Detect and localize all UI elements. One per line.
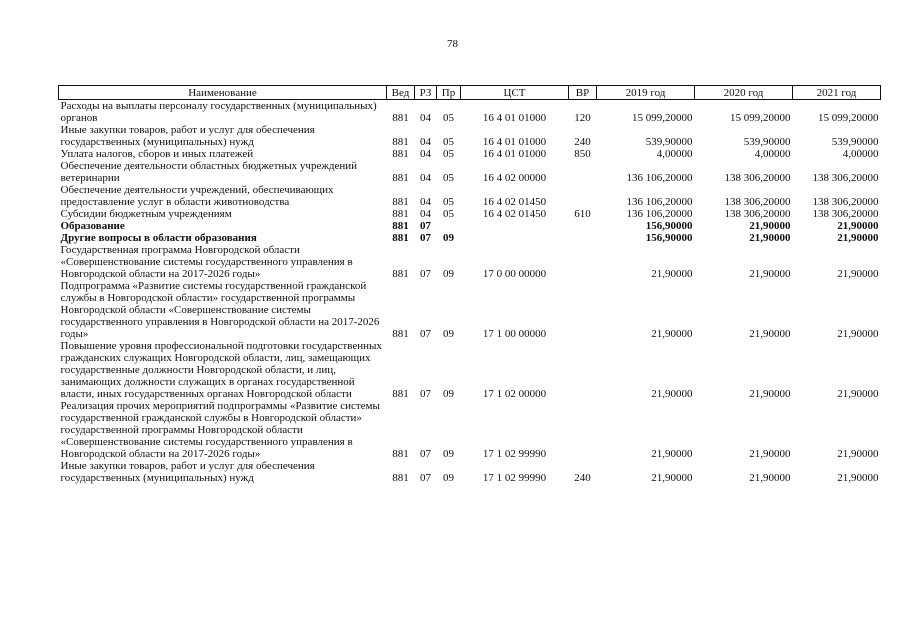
cell-vr [569,220,597,232]
header-cst: ЦСТ [461,86,569,100]
cell-ved: 881 [392,208,409,220]
cell-cst: 16 4 02 01450 [482,208,547,220]
cell-vr [569,232,597,244]
cell-pr: 09 [443,448,454,460]
cell-name: Иные закупки товаров, работ и услуг для обеспечения государственных (муниципальных) нужд [60,124,315,148]
table-row [59,340,881,400]
table-row [59,280,881,340]
table-row [59,124,881,148]
cell-ved: 881 [392,136,409,148]
cell-2021: 21,90000 [837,268,879,280]
cell-name: Расходы на выплаты персоналу государственных (муниципальных) органов [60,100,377,124]
cell-2019: 539,90000 [645,136,693,148]
cell-pr [437,220,461,232]
cell-2019: 21,90000 [651,268,693,280]
cell-ved: 881 [392,328,409,340]
budget-table [58,85,881,484]
cell-ved: 881 [392,172,409,184]
table-row [59,400,881,460]
cell-2021: 539,90000 [831,136,879,148]
cell-pr: 05 [443,208,454,220]
cell-2019: 156,90000 [645,232,693,244]
cell-2021: 138 306,20000 [812,208,879,220]
header-name: Наименование [59,86,387,100]
table-row [59,244,881,280]
cell-name: Другие вопросы в области образования [60,232,257,244]
header-2020: 2020 год [695,86,793,100]
table-row [59,232,881,244]
cell-cst [461,220,569,232]
cell-rz: 07 [420,448,431,460]
cell-name: Обеспечение деятельности учреждений, обеспечивающих предоставление услуг в области животноводства [60,184,334,208]
cell-cst [461,232,569,244]
cell-name: Подпрограмма «Развитие системы государственной гражданской службы в Новгородской области» государственной программы Новгородской области «Совершенствование системы государственного управления в Новгородской области на 2017-2026 годы» [60,280,380,340]
cell-vr: 610 [574,208,591,220]
cell-vr: 120 [574,112,591,124]
cell-2021: 138 306,20000 [812,172,879,184]
cell-vr: 240 [574,136,591,148]
cell-rz: 04 [420,172,431,184]
cell-name: Образование [60,220,125,232]
cell-rz: 07 [420,232,431,244]
cell-2020: 21,90000 [749,232,791,244]
cell-2021: 21,90000 [837,388,879,400]
header-ved: Вед [387,86,415,100]
header-2021: 2021 год [793,86,881,100]
cell-2020: 21,90000 [749,448,791,460]
cell-rz: 07 [420,268,431,280]
cell-cst: 17 1 02 99990 [482,472,547,484]
cell-rz: 04 [420,208,431,220]
header-rz: РЗ [415,86,437,100]
cell-rz: 07 [420,328,431,340]
cell-2020: 138 306,20000 [724,196,791,208]
cell-ved: 881 [392,268,409,280]
cell-cst: 17 1 02 00000 [482,388,547,400]
cell-2021: 21,90000 [837,448,879,460]
cell-2021: 15 099,20000 [818,112,879,124]
cell-cst: 16 4 01 01000 [482,112,547,124]
cell-2020: 21,90000 [749,268,791,280]
cell-pr: 09 [443,328,454,340]
cell-ved: 881 [392,112,409,124]
cell-ved: 881 [392,196,409,208]
cell-cst: 16 4 02 00000 [482,172,547,184]
cell-pr: 09 [443,388,454,400]
cell-rz: 07 [420,388,431,400]
cell-2020: 21,90000 [749,328,791,340]
cell-name: Реализация прочих мероприятий подпрограммы «Развитие системы государственной гражданской службы в Новгородской области» государственной программы Новгородской области «Совершенствование системы государственного управления в Новгородской области на 2017-2026 годы» [60,400,380,460]
table-row [59,148,881,160]
cell-2019: 136 106,20000 [626,208,693,220]
cell-pr: 05 [443,172,454,184]
cell-vr [569,184,597,208]
cell-2021: 21,90000 [837,328,879,340]
cell-ved: 881 [392,220,409,232]
table-row [59,100,881,125]
header-vr: ВР [569,86,597,100]
page-number: 78 [447,38,458,50]
header-row [59,86,881,100]
cell-rz: 07 [420,220,431,232]
cell-name: Уплата налогов, сборов и иных платежей [60,148,254,160]
cell-rz: 04 [420,148,431,160]
cell-2019: 4,00000 [656,148,693,160]
cell-2019: 156,90000 [645,220,693,232]
cell-2020: 15 099,20000 [730,112,791,124]
cell-cst: 17 1 02 99990 [482,448,547,460]
cell-pr: 05 [443,196,454,208]
cell-2020: 539,90000 [743,136,791,148]
cell-2020: 138 306,20000 [724,172,791,184]
cell-name: Обеспечение деятельности областных бюджетных учреждений ветеринарии [60,160,358,184]
table-row [59,460,881,484]
cell-rz: 07 [420,472,431,484]
cell-rz: 04 [420,112,431,124]
cell-vr [569,400,597,460]
cell-pr: 09 [443,268,454,280]
cell-2019: 21,90000 [651,472,693,484]
cell-vr [569,340,597,400]
table-row [59,184,881,208]
cell-cst: 17 1 00 00000 [482,328,547,340]
cell-ved: 881 [392,148,409,160]
cell-2019: 15 099,20000 [632,112,693,124]
cell-vr: 850 [574,148,591,160]
cell-vr [569,280,597,340]
cell-pr: 05 [443,148,454,160]
cell-2020: 21,90000 [749,388,791,400]
cell-cst: 16 4 01 01000 [482,136,547,148]
cell-2020: 21,90000 [749,220,791,232]
cell-2020: 4,00000 [754,148,791,160]
cell-vr [569,244,597,280]
cell-2021: 138 306,20000 [812,196,879,208]
header-2019: 2019 год [597,86,695,100]
cell-ved: 881 [392,388,409,400]
cell-pr: 05 [443,112,454,124]
cell-2019: 136 106,20000 [626,172,693,184]
cell-2019: 21,90000 [651,328,693,340]
cell-vr [569,160,597,184]
cell-cst: 17 0 00 00000 [482,268,547,280]
table-row [59,220,881,232]
cell-name: Государственная программа Новгородской области «Совершенствование системы государственного управления в Новгородской области на 2017-2026 годы» [60,244,353,280]
cell-2021: 21,90000 [837,220,879,232]
cell-rz: 04 [420,196,431,208]
cell-2021: 4,00000 [842,148,879,160]
cell-ved: 881 [392,232,409,244]
header-pr: Пр [437,86,461,100]
cell-2019: 21,90000 [651,448,693,460]
cell-pr: 09 [443,472,454,484]
cell-pr: 09 [443,232,454,244]
cell-name: Субсидии бюджетным учреждениям [60,208,232,220]
table-row [59,208,881,220]
cell-pr: 05 [443,136,454,148]
cell-vr: 240 [574,472,591,484]
cell-2019: 21,90000 [651,388,693,400]
cell-2020: 21,90000 [749,472,791,484]
cell-rz: 04 [420,136,431,148]
cell-ved: 881 [392,448,409,460]
cell-name: Повышение уровня профессиональной подготовки государственных гражданских служащих Новгородской области, лиц, замещающих государственные должности Новгородской области, и лиц, занимающих должности служащих в органах государственной власти, иных государственных органах Новгородской области [60,340,382,400]
cell-ved: 881 [392,472,409,484]
cell-2020: 138 306,20000 [724,208,791,220]
cell-cst: 16 4 02 01450 [482,196,547,208]
cell-2021: 21,90000 [837,472,879,484]
cell-2019: 136 106,20000 [626,196,693,208]
cell-cst: 16 4 01 01000 [482,148,547,160]
table-row [59,160,881,184]
cell-2021: 21,90000 [837,232,879,244]
cell-name: Иные закупки товаров, работ и услуг для обеспечения государственных (муниципальных) нужд [60,460,315,484]
